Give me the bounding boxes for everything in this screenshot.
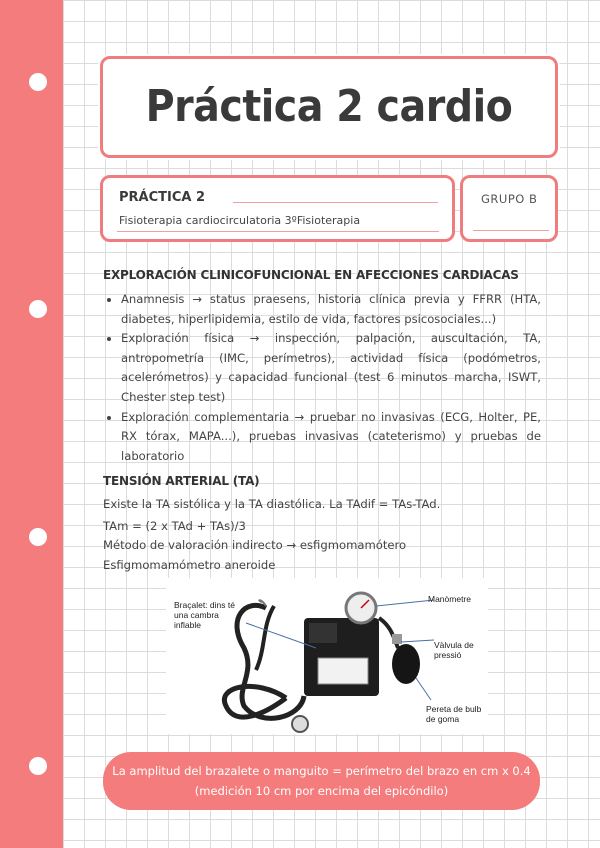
- valve-label: Vàlvula de pressió: [434, 640, 474, 660]
- underline: [233, 202, 438, 203]
- manometer-label: Manòmetre: [428, 594, 471, 604]
- ta-device: Esfigmomamómetro aneroide: [103, 558, 276, 572]
- group-box: [460, 175, 558, 242]
- title-box: [100, 56, 558, 158]
- group-label: GRUPO B: [481, 192, 538, 206]
- section-heading-exploration: EXPLORACIÓN CLINICOFUNCIONAL EN AFECCIONES CARDIACAS: [103, 268, 519, 282]
- binder-hole: [29, 73, 47, 91]
- underline: [117, 231, 439, 232]
- exploration-list: [103, 290, 541, 466]
- page-title: Práctica 2 cardio: [145, 81, 513, 132]
- binder-hole: [29, 300, 47, 318]
- bulb-label: Pereta de bulb de goma: [426, 704, 482, 724]
- list-item: • Exploración complementaria → pruebar no invasivas (ECG, Holter, PE, RX tórax, MAPA...), pruebas invasivas (cateterismo) y pruebas de laboratorio: [121, 408, 541, 467]
- section-heading-ta: TENSIÓN ARTERIAL (TA): [103, 474, 260, 488]
- underline: [473, 230, 549, 231]
- list-item: • Exploración física → inspección, palpación, auscultación, TA, antropometría (IMC, perímetros), actividad física (podómetros, acelerómetros) y capacidad funcional (test 6 minutos marcha, ISWT, Chester step test): [121, 329, 541, 407]
- ta-method: Método de valoración indirecto → esfigmomamótero: [103, 538, 407, 552]
- subject-label: Fisioterapia cardiocirculatoria 3ºFisioterapia: [119, 214, 361, 227]
- list-item: • Anamnesis → status praesens, historia clínica previa y FFRR (HTA, diabetes, hiperlipidemia, estilo de vida, factores psicosociales...): [121, 290, 541, 329]
- binder-hole: [29, 757, 47, 775]
- practice-info-box: [100, 175, 455, 242]
- practice-label: PRÁCTICA 2: [119, 190, 206, 205]
- ta-line: Existe la TA sistólica y la TA diastólica. La TAdif = TAs-TAd.: [103, 497, 441, 511]
- sphygmomanometer-figure: [166, 578, 488, 734]
- note-line: La amplitud del brazalete o manguito = perímetro del brazo en cm x 0.4: [112, 764, 531, 778]
- cuff-label: Braçalet: dins té una cambra inflable: [174, 600, 235, 630]
- cuff-width-note: [103, 752, 540, 810]
- binder-hole: [29, 528, 47, 546]
- binder-strip: [0, 0, 63, 848]
- ta-formula: TAm = (2 x TAd + TAs)/3: [103, 519, 246, 533]
- note-line: (medición 10 cm por encima del epicóndilo): [194, 784, 449, 798]
